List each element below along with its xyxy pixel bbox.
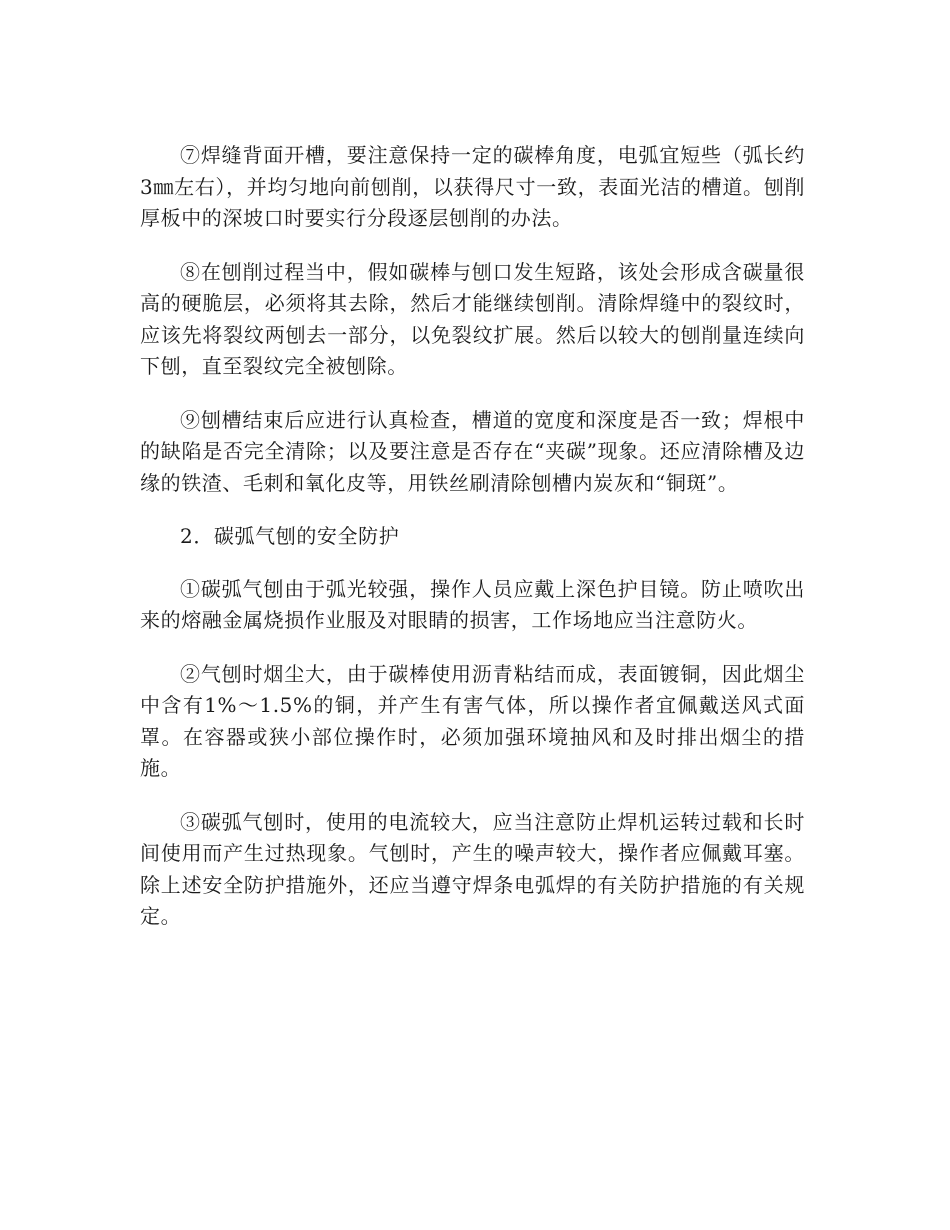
safety-item-1: ①碳弧气刨由于弧光较强，操作人员应戴上深色护目镜。防止喷吹出来的熔融金属烧损作业服及对眼睛的损害，工作场地应当注意防火。: [140, 576, 805, 632]
paragraph-item-9: ⑨刨槽结束后应进行认真检查，槽道的宽度和深度是否一致；焊根中的缺陷是否完全清除；以及要注意是否存在“夹碳”现象。还应清除槽及边缘的铁渣、毛刺和氧化皮等，用铁丝刷清除刨槽内炭灰和“铜斑”。: [140, 407, 805, 495]
paragraph-item-7: ⑦焊缝背面开槽，要注意保持一定的碳棒角度，电弧宜短些（弧长约3㎜左右），并均匀地向前刨削，以获得尺寸一致，表面光洁的槽道。刨削厚板中的深坡口时要实行分段逐层刨削的办法。: [140, 143, 805, 230]
safety-item-3: ③碳弧气刨时，使用的电流较大，应当注意防止焊机运转过载和长时间使用而产生过热现象。气刨时，产生的噪声较大，操作者应佩戴耳塞。除上述安全防护措施外，还应当遵守焊条电弧焊的有关防护措施的有关规定。: [140, 809, 805, 928]
paragraph-item-8: ⑧在刨削过程当中，假如碳棒与刨口发生短路，该处会形成含碳量很高的硬脆层，必须将其去除，然后才能继续刨削。清除焊缝中的裂纹时，应该先将裂纹两刨去一部分，以免裂纹扩展。然后以较大的刨削量连续向下刨，直至裂纹完全被刨除。: [140, 259, 805, 378]
safety-item-2: ②气刨时烟尘大，由于碳棒使用沥青粘结而成，表面镀铜，因此烟尘中含有1%～1.5%的铜，并产生有害气体，所以操作者宜佩戴送风式面罩。在容器或狭小部位操作时，必须加强环境抽风和及时排出烟尘的措施。: [140, 661, 805, 780]
section-heading: 2．碳弧气刨的安全防护: [180, 524, 400, 548]
document-body: [140, 140, 805, 955]
